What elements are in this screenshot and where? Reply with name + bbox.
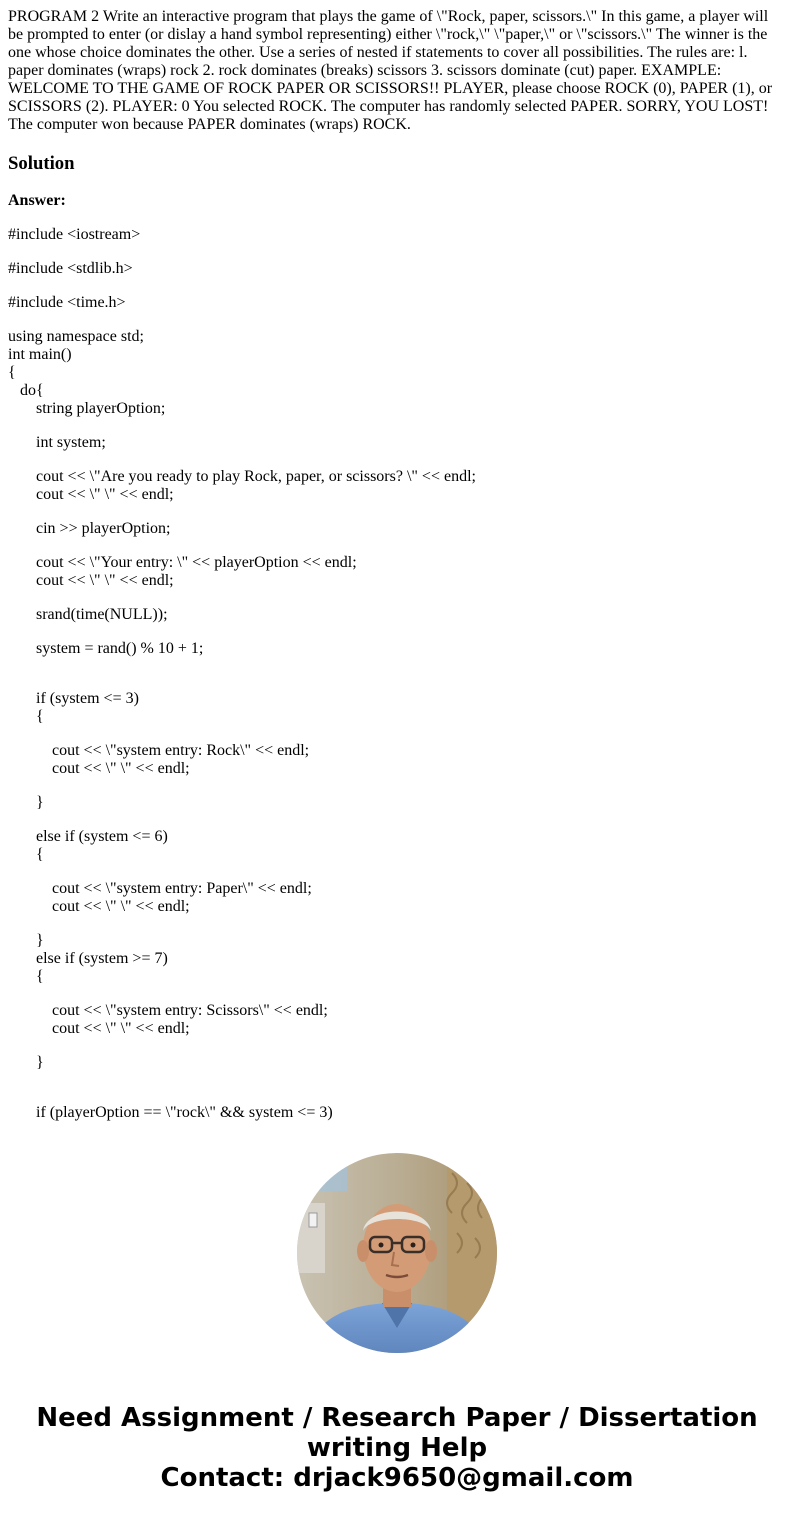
code-line [8,452,778,468]
promo-line-3: Contact: drjack9650@gmail.com [160,1463,634,1493]
code-line: } [8,1054,44,1071]
document-content [8,8,778,1122]
author-photo-icon [297,1153,497,1353]
code-line [8,812,778,828]
code-line [8,1038,778,1054]
code-line: cout << \" \" << endl; [8,898,190,915]
code-line: { [8,846,44,863]
code-line [8,418,778,434]
code-line [8,726,778,742]
promo-footer [0,1403,794,1493]
code-line [8,778,778,794]
promo-line-2: writing Help [306,1433,488,1463]
code-line: } [8,794,44,811]
code-line [8,244,778,260]
code-line [8,916,778,932]
code-line: int system; [8,434,106,451]
code-line: #include <time.h> [8,294,126,311]
code-line: else if (system <= 6) [8,828,168,845]
code-line: using namespace std; [8,328,144,345]
question-text: PROGRAM 2 Write an interactive program that plays the game of \"Rock, paper, scissors.\" In this game, a player will be prompted to enter (or dislay a hand symbol representing) either \"rock,\" \"paper,\" or \"scissors.\" The winner is the one whose choice dominates the other. Use a series of nested if statements to cover all possibilities. The rules are: l. paper dominates (wraps) rock 2. rock dominates (breaks) scissors 3. scissors dominate (cut) paper. EXAMPLE: WELCOME TO THE GAME OF ROCK PAPER OR SCISSORS!! PLAYER, please choose ROCK (0), PAPER (1), or SCISSORS (2). PLAYER: 0 You selected ROCK. The computer has randomly selected PAPER. SORRY, YOU LOST! The computer won because PAPER dominates (wraps) ROCK. [8,8,773,133]
code-line: #include <iostream> [8,226,141,243]
author-avatar [297,1153,497,1353]
code-line [8,864,778,880]
code-line [8,674,778,690]
code-block [8,226,778,1122]
code-line [8,986,778,1002]
code-line [8,278,778,294]
code-line: cout << \" \" << endl; [8,486,174,503]
code-line [8,1072,778,1088]
solution-heading: Solution [8,153,75,174]
code-line: cout << \"Your entry: \" << playerOption << endl; [8,554,357,571]
answer-label: Answer: [8,192,66,209]
code-line: } [8,932,44,949]
code-line [8,1088,778,1104]
code-line [8,658,778,674]
code-line: if (system <= 3) [8,690,139,707]
code-line: #include <stdlib.h> [8,260,133,277]
code-line: { [8,968,44,985]
code-line: cout << \"Are you ready to play Rock, paper, or scissors? \" << endl; [8,468,476,485]
code-line: cout << \" \" << endl; [8,1020,190,1037]
code-line: cout << \"system entry: Paper\" << endl; [8,880,312,897]
code-line: cout << \" \" << endl; [8,572,174,589]
promo-line-1: Need Assignment / Research Paper / Dissertation [36,1403,758,1433]
code-line [8,504,778,520]
code-line: do{ [8,382,44,399]
code-line: system = rand() % 10 + 1; [8,640,204,657]
code-line [8,590,778,606]
code-line: int main() [8,346,72,363]
code-line [8,538,778,554]
code-line [8,624,778,640]
code-line: cin >> playerOption; [8,520,171,537]
code-line: srand(time(NULL)); [8,606,168,623]
code-line: cout << \"system entry: Rock\" << endl; [8,742,310,759]
code-line: { [8,708,44,725]
code-line: if (playerOption == \"rock\" && system <= 3) [8,1104,333,1121]
code-line: cout << \"system entry: Scissors\" << endl; [8,1002,328,1019]
code-line: string playerOption; [8,400,166,417]
code-line [8,312,778,328]
code-line: { [8,364,16,381]
code-line: cout << \" \" << endl; [8,760,190,777]
code-line: else if (system >= 7) [8,950,168,967]
